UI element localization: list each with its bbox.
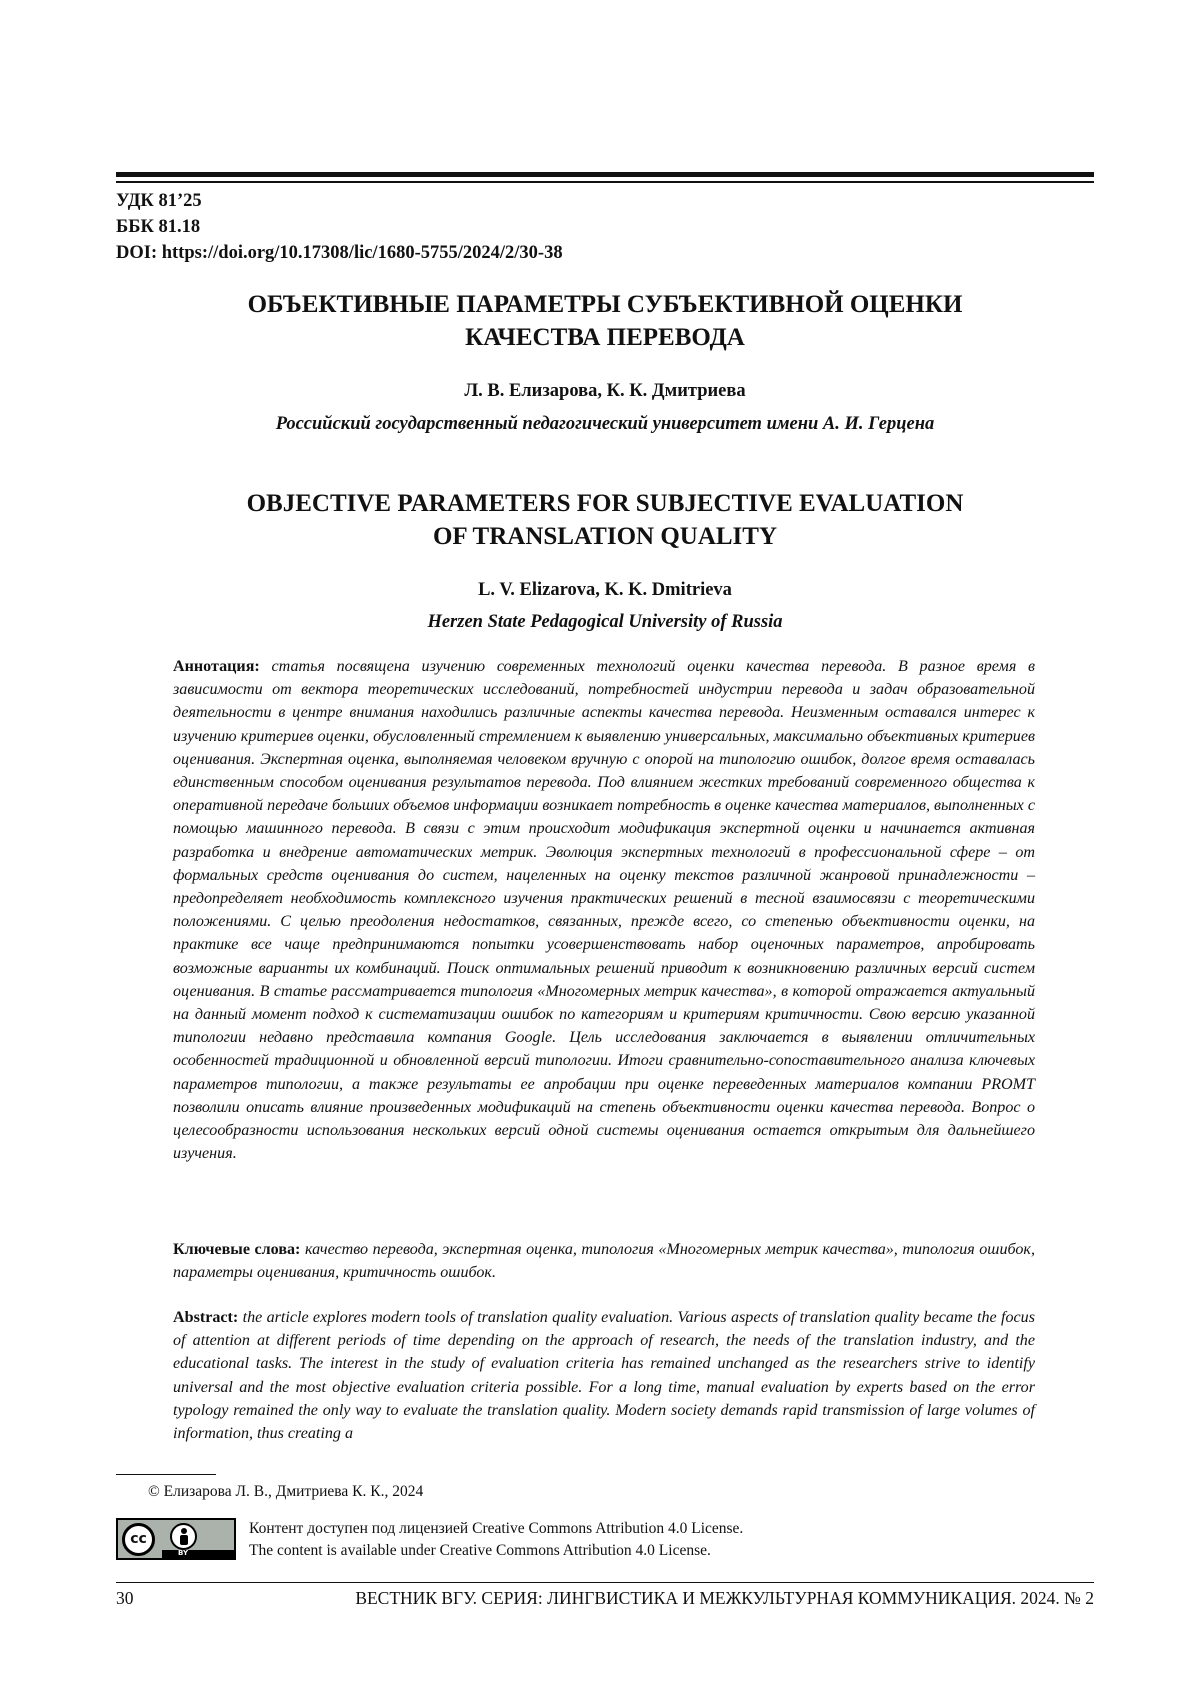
en-title <box>116 487 1094 553</box>
page-number: 30 <box>116 1588 134 1608</box>
cc-by-license-badge[interactable] <box>116 1518 236 1560</box>
ru-keywords-text: качество перевода, экспертная оценка, типология «Многомерных метрик качества», типология ошибок, параметры оценивания, критичность ошибок. <box>173 1241 1035 1282</box>
udk-code: УДК 81’25 <box>116 191 202 211</box>
ru-title-line2: КАЧЕСТВА ПЕРЕВОДА <box>465 324 745 351</box>
en-authors: L. V. Elizarova, K. K. Dmitrieva <box>478 580 732 600</box>
en-title-line2: OF TRANSLATION QUALITY <box>432 523 778 550</box>
copyright-note: © Елизарова Л. В., Дмитриева К. К., 2024 <box>148 1483 424 1500</box>
ru-keywords <box>173 1238 1035 1284</box>
journal-name: ВЕСТНИК ВГУ. СЕРИЯ: ЛИНГВИСТИКА И МЕЖКУЛЬТУРНАЯ КОММУНИКАЦИЯ. 2024. № 2 <box>355 1588 1094 1608</box>
attribution-person-icon <box>170 1523 197 1550</box>
ru-abstract <box>173 655 1035 1165</box>
classification-codes <box>116 188 563 266</box>
license-text <box>249 1518 743 1562</box>
ru-affiliation: Российский государственный педагогический университет имени А. И. Герцена <box>275 414 935 434</box>
by-strip <box>162 1550 234 1558</box>
header-rule-thin <box>116 181 1094 183</box>
footnote-rule <box>116 1474 216 1475</box>
ru-keywords-label: Ключевые слова: <box>173 1241 301 1258</box>
ru-abstract-label: Аннотация: <box>173 658 260 675</box>
ru-authors: Л. В. Елизарова, К. К. Дмитриева <box>464 381 746 401</box>
doi-link[interactable]: DOI: https://doi.org/10.17308/lic/1680-5755/2024/2/30-38 <box>116 243 563 263</box>
bbk-code: ББК 81.18 <box>116 217 201 237</box>
license-en: The content is available under Creative Commons Attribution 4.0 License. <box>249 1542 711 1559</box>
ru-title-line1: ОБЪЕКТИВНЫЕ ПАРАМЕТРЫ СУБЪЕКТИВНОЙ ОЦЕНКИ <box>247 291 963 318</box>
en-title-line1: OBJECTIVE PARAMETERS FOR SUBJECTIVE EVALUATION <box>246 490 964 517</box>
header-rule-thick <box>116 172 1094 177</box>
license-ru: Контент доступен под лицензией Creative Commons Attribution 4.0 License. <box>249 1520 744 1537</box>
ru-title <box>116 288 1094 354</box>
en-abstract-label: Abstract: <box>173 1309 239 1326</box>
en-affiliation: Herzen State Pedagogical University of Russia <box>427 612 783 632</box>
en-abstract <box>173 1306 1035 1445</box>
en-abstract-text: the article explores modern tools of translation quality evaluation. Various aspects of translation quality became the focus of attention at different periods of time depending on the approach of research, the needs of the translation industry, and the educational tasks. The interest in the study of evaluation criteria has remained unchanged as the researchers strive to identify universal and the most objective evaluation criteria possible. For a long time, manual evaluation by experts based on the error typology remained the only way to evaluate the translation quality. Modern society demands rapid transmission of large volumes of information, thus creating a <box>173 1309 1035 1443</box>
by-label: BY <box>178 1549 189 1557</box>
cc-icon: cc <box>122 1523 155 1556</box>
ru-abstract-text: статья посвящена изучению современных технологий оценки качества перевода. В разное время в зависимости от вектора теоретических исследований, потребностей индустрии перевода и задач образовательной деятельности в центре внимания находились различные аспекты качества перевода. Неизменным оставался интерес к изучению критериев оценки, обусловленный стремлением к выявлению универсальных, максимально объективных критериев оценивания. Экспертная оценка, выполняемая человеком вручную с опорой на типологию ошибок, долгое время оставалась единственным способом оценивания результатов перевода. Под влиянием жестких требований современного общества к оперативной передаче больших объемов информации возникает потребность в оценке качества материалов, выполненных с помощью машинного перевода. В связи с этим происходит модификация экспертной оценки и начинается активная разработка и внедрение автоматических метрик. Эволюция экспертных технологий в профессиональной сфере – от формальных средств оценивания до систем, нацеленных на оценку текстов различной жанровой принадлежности – предопределяет необходимость комплексного изучения практических решений в тесной взаимосвязи с теоретическими положениями. С целью преодоления недостатков, связанных, прежде всего, со степенью объективности оценки, на практике все чаще предпринимаются попытки усовершенствовать набор оценочных параметров, апробировать возможные варианты их комбинаций. Поиск оптимальных решений приводит к возникновению различных версий систем оценивания. В статье рассматривается типология «Многомерных метрик качества», в которой отражается актуальный на данный момент подход к систематизации ошибок по категориям и критериям критичности. Свою версию указанной типологии недавно представила компания Google. Цель исследования заключается в выявлении отличительных особенностей традиционной и обновленной версий типологии. Итоги сравнительно-сопоставительного анализа ключевых параметров типологии, а также результаты ее апробации при оценке переведенных материалов компании PROMT позволили описать влияние произведенных модификаций на степень объективности оценки качества перевода. Вопрос о целесообразности использования нескольких версий одной системы оценивания остается открытым для дальнейшего изучения. <box>173 658 1035 1163</box>
footer-rule <box>116 1582 1094 1583</box>
